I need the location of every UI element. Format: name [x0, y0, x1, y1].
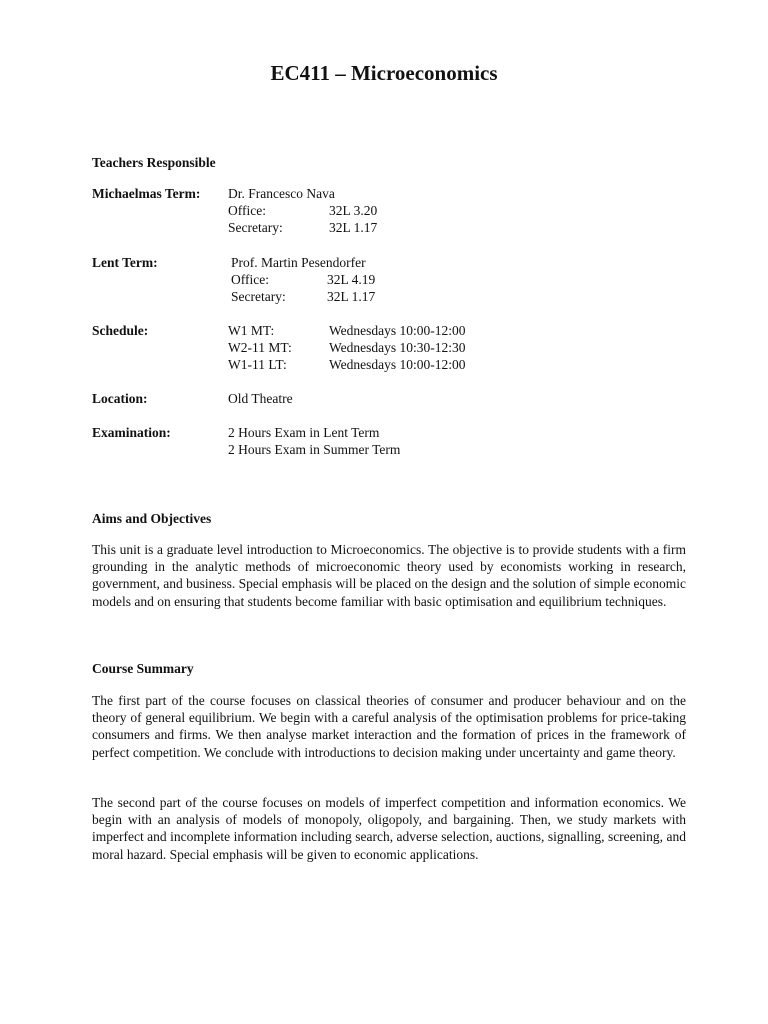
- schedule-label: Schedule:: [92, 323, 149, 338]
- schedule-week: W1-11 LT:: [228, 357, 287, 372]
- course-summary-heading: Course Summary: [92, 661, 194, 676]
- location-value: Old Theatre: [228, 391, 293, 406]
- examination-line: 2 Hours Exam in Lent Term: [228, 425, 380, 440]
- schedule-week: W2-11 MT:: [228, 340, 292, 355]
- examination-label: Examination:: [92, 425, 171, 440]
- michaelmas-secretary-value: 32L 1.17: [329, 220, 378, 235]
- michaelmas-office-label: Office:: [228, 203, 266, 218]
- teachers-heading: Teachers Responsible: [92, 155, 216, 170]
- michaelmas-term-label: Michaelmas Term:: [92, 186, 201, 201]
- lent-term-label: Lent Term:: [92, 255, 158, 270]
- schedule-time: Wednesdays 10:30-12:30: [329, 340, 466, 355]
- examination-line: 2 Hours Exam in Summer Term: [228, 442, 401, 457]
- course-summary-paragraph-1: The first part of the course focuses on classical theories of consumer and producer behaviour and on the theory of general equilibrium. We begin with a careful analysis of the optimisation problems for price-taking consumers and firms. We then analyse market interaction and the formation of prices in the framework of perfect competition. We conclude with introductions to decision making under uncertainty and game theory.: [92, 693, 686, 760]
- michaelmas-office-value: 32L 3.20: [329, 203, 378, 218]
- lent-teacher-name: Prof. Martin Pesendorfer: [231, 255, 366, 270]
- course-summary-paragraph-2: The second part of the course focuses on models of imperfect competition and information economics. We begin with an analysis of models of monopoly, oligopoly, and bargaining. Then, we study markets with imperfect and incomplete information including search, adverse selection, auctions, signalling, screening, and moral hazard. Special emphasis will be given to economic applications.: [92, 795, 686, 862]
- lent-secretary-value: 32L 1.17: [327, 289, 376, 304]
- page-title: EC411 – Microeconomics: [270, 61, 498, 85]
- lent-office-label: Office:: [231, 272, 269, 287]
- lent-secretary-label: Secretary:: [231, 289, 286, 304]
- schedule-time: Wednesdays 10:00-12:00: [329, 323, 466, 338]
- michaelmas-teacher-name: Dr. Francesco Nava: [228, 186, 335, 201]
- location-label: Location:: [92, 391, 148, 406]
- aims-heading: Aims and Objectives: [92, 511, 212, 526]
- lent-office-value: 32L 4.19: [327, 272, 376, 287]
- aims-paragraph: This unit is a graduate level introduction to Microeconomics. The objective is to provide students with a firm grounding in the analytic methods of microeconomic theory used by economists working in research, government, and business. Special emphasis will be placed on the design and the solution of simple economic models and on ensuring that students become familiar with basic optimisation and equilibrium techniques.: [92, 542, 686, 609]
- schedule-week: W1 MT:: [228, 323, 275, 338]
- michaelmas-secretary-label: Secretary:: [228, 220, 283, 235]
- schedule-time: Wednesdays 10:00-12:00: [329, 357, 466, 372]
